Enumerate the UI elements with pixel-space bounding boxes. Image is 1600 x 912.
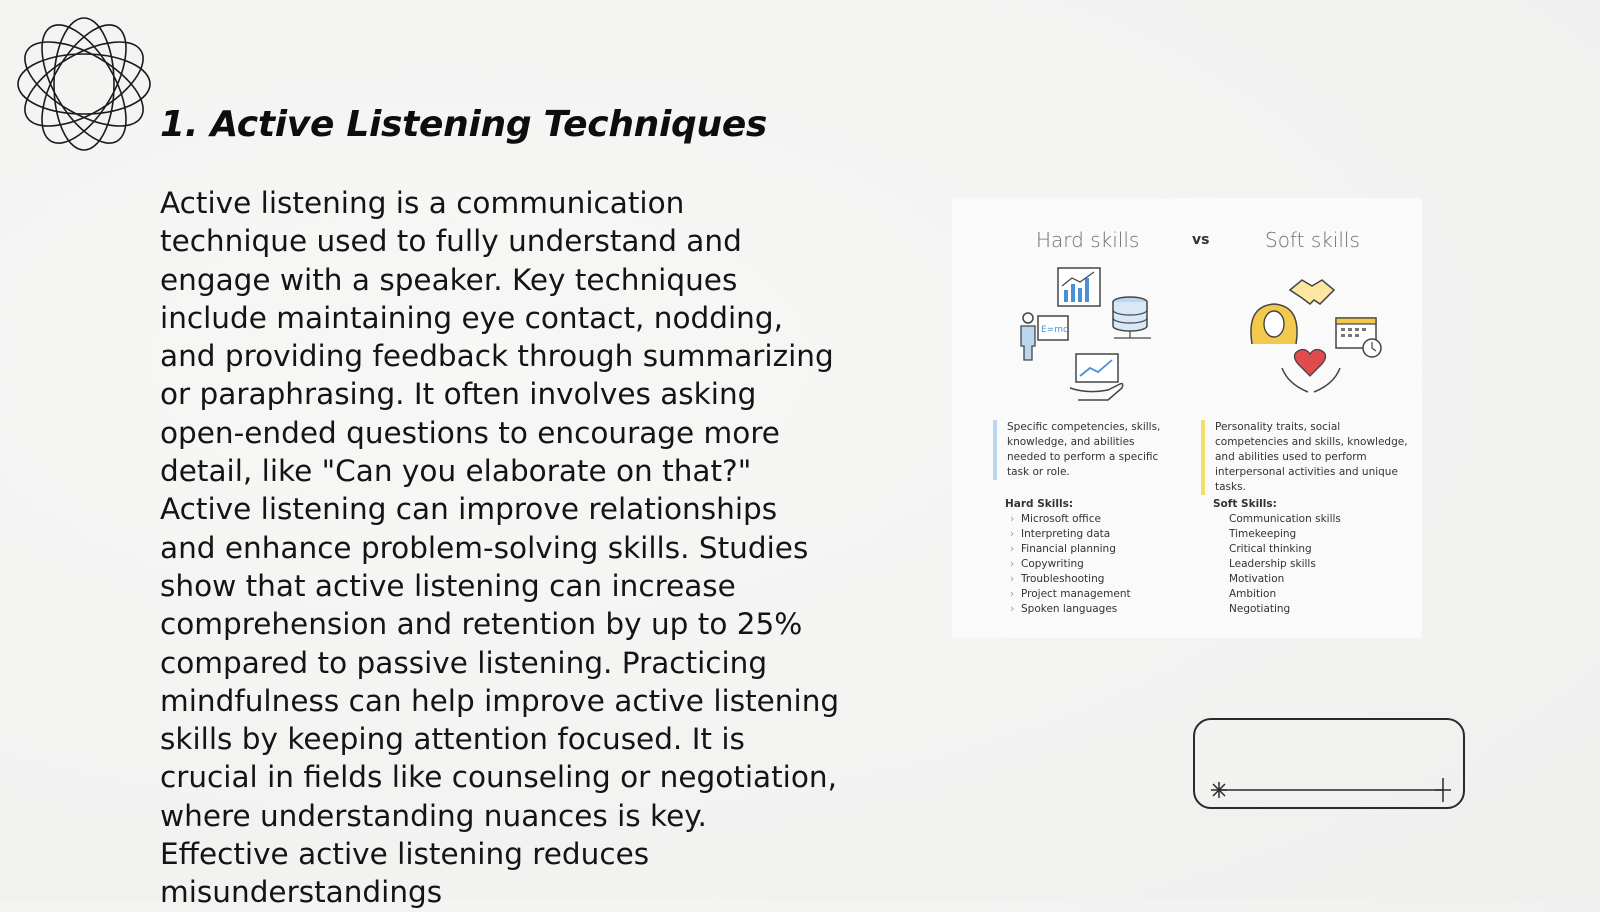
slide-title: 1. Active Listening Techniques [160,104,768,145]
sparkle-icon [1211,782,1227,798]
bar-chart-icon [1058,268,1100,306]
list-item: › Copywriting [1021,557,1131,572]
soft-skills-list [1213,498,1341,617]
slider-track [1195,720,1463,807]
orbit-rings-logo-icon [10,10,158,158]
svg-text:E=mc: E=mc [1041,325,1068,335]
list-item: › Financial planning [1021,542,1131,557]
list-item: › Interpreting data [1021,527,1131,542]
list-item: Negotiating [1229,603,1291,615]
hard-skills-description: Specific competencies, skills, knowledge, and abilities needed to perform a specific task or role. [993,420,1167,480]
database-icon [1113,297,1151,338]
slide-body-text: Active listening is a communication technique used to fully understand and engage with a speaker. Key techniques include maintaining eye contact, nodding, and providing feedback through summarizing or paraphrasing. It often involves asking open-ended questions to encourage more detail, like "Can you elaborate on that?" Active listening can improve relationships and enhance problem-solving skills. Studies show that active listening can increase comprehension and retention by up to 25% compared to passive listening. Practicing mindfulness can help improve active listening skills by keeping attention focused. It is crucial in fields like counseling or negotiation, where understanding nuances is key. Effective active listening reduces misunderstandings [160,186,840,910]
list-item: › Troubleshooting [1021,572,1131,587]
soft-skills-description: Personality traits, social competencies and skills, knowledge, and abilities used to perform interpersonal activities and unique tasks. [1201,420,1415,495]
handshake-icon [1290,280,1334,304]
list-item: Communication skills [1229,513,1341,525]
vs-label: vs [1192,232,1210,248]
list-item: Timekeeping [1229,528,1297,540]
hand-with-laptop-chart-icon [1070,354,1123,400]
hard-skills-icons-cluster [1016,264,1156,410]
hard-skills-list [1005,498,1131,617]
list-item: › Project management [1021,587,1131,602]
list-item: Critical thinking [1229,543,1312,555]
heart-hands-icon [1282,350,1340,393]
person-head-icon [1251,304,1297,344]
plus-star-icon [1435,778,1451,802]
list-item: › Microsoft office [1021,512,1131,527]
calendar-clock-icon [1336,318,1381,357]
decorative-slider-box [1193,718,1465,809]
list-item: Motivation [1229,573,1285,585]
hard-skills-title: Hard skills [1036,228,1140,252]
soft-skills-list-heading: Soft Skills: [1213,498,1277,510]
soft-skills-title: Soft skills [1265,228,1360,252]
teacher-board-icon [1021,313,1068,360]
hard-skills-list-heading: Hard Skills: [1005,498,1074,510]
list-item: Leadership skills [1229,558,1316,570]
list-item: › Spoken languages [1021,602,1131,617]
list-item: Ambition [1229,588,1277,600]
soft-skills-icons-cluster [1242,268,1382,412]
